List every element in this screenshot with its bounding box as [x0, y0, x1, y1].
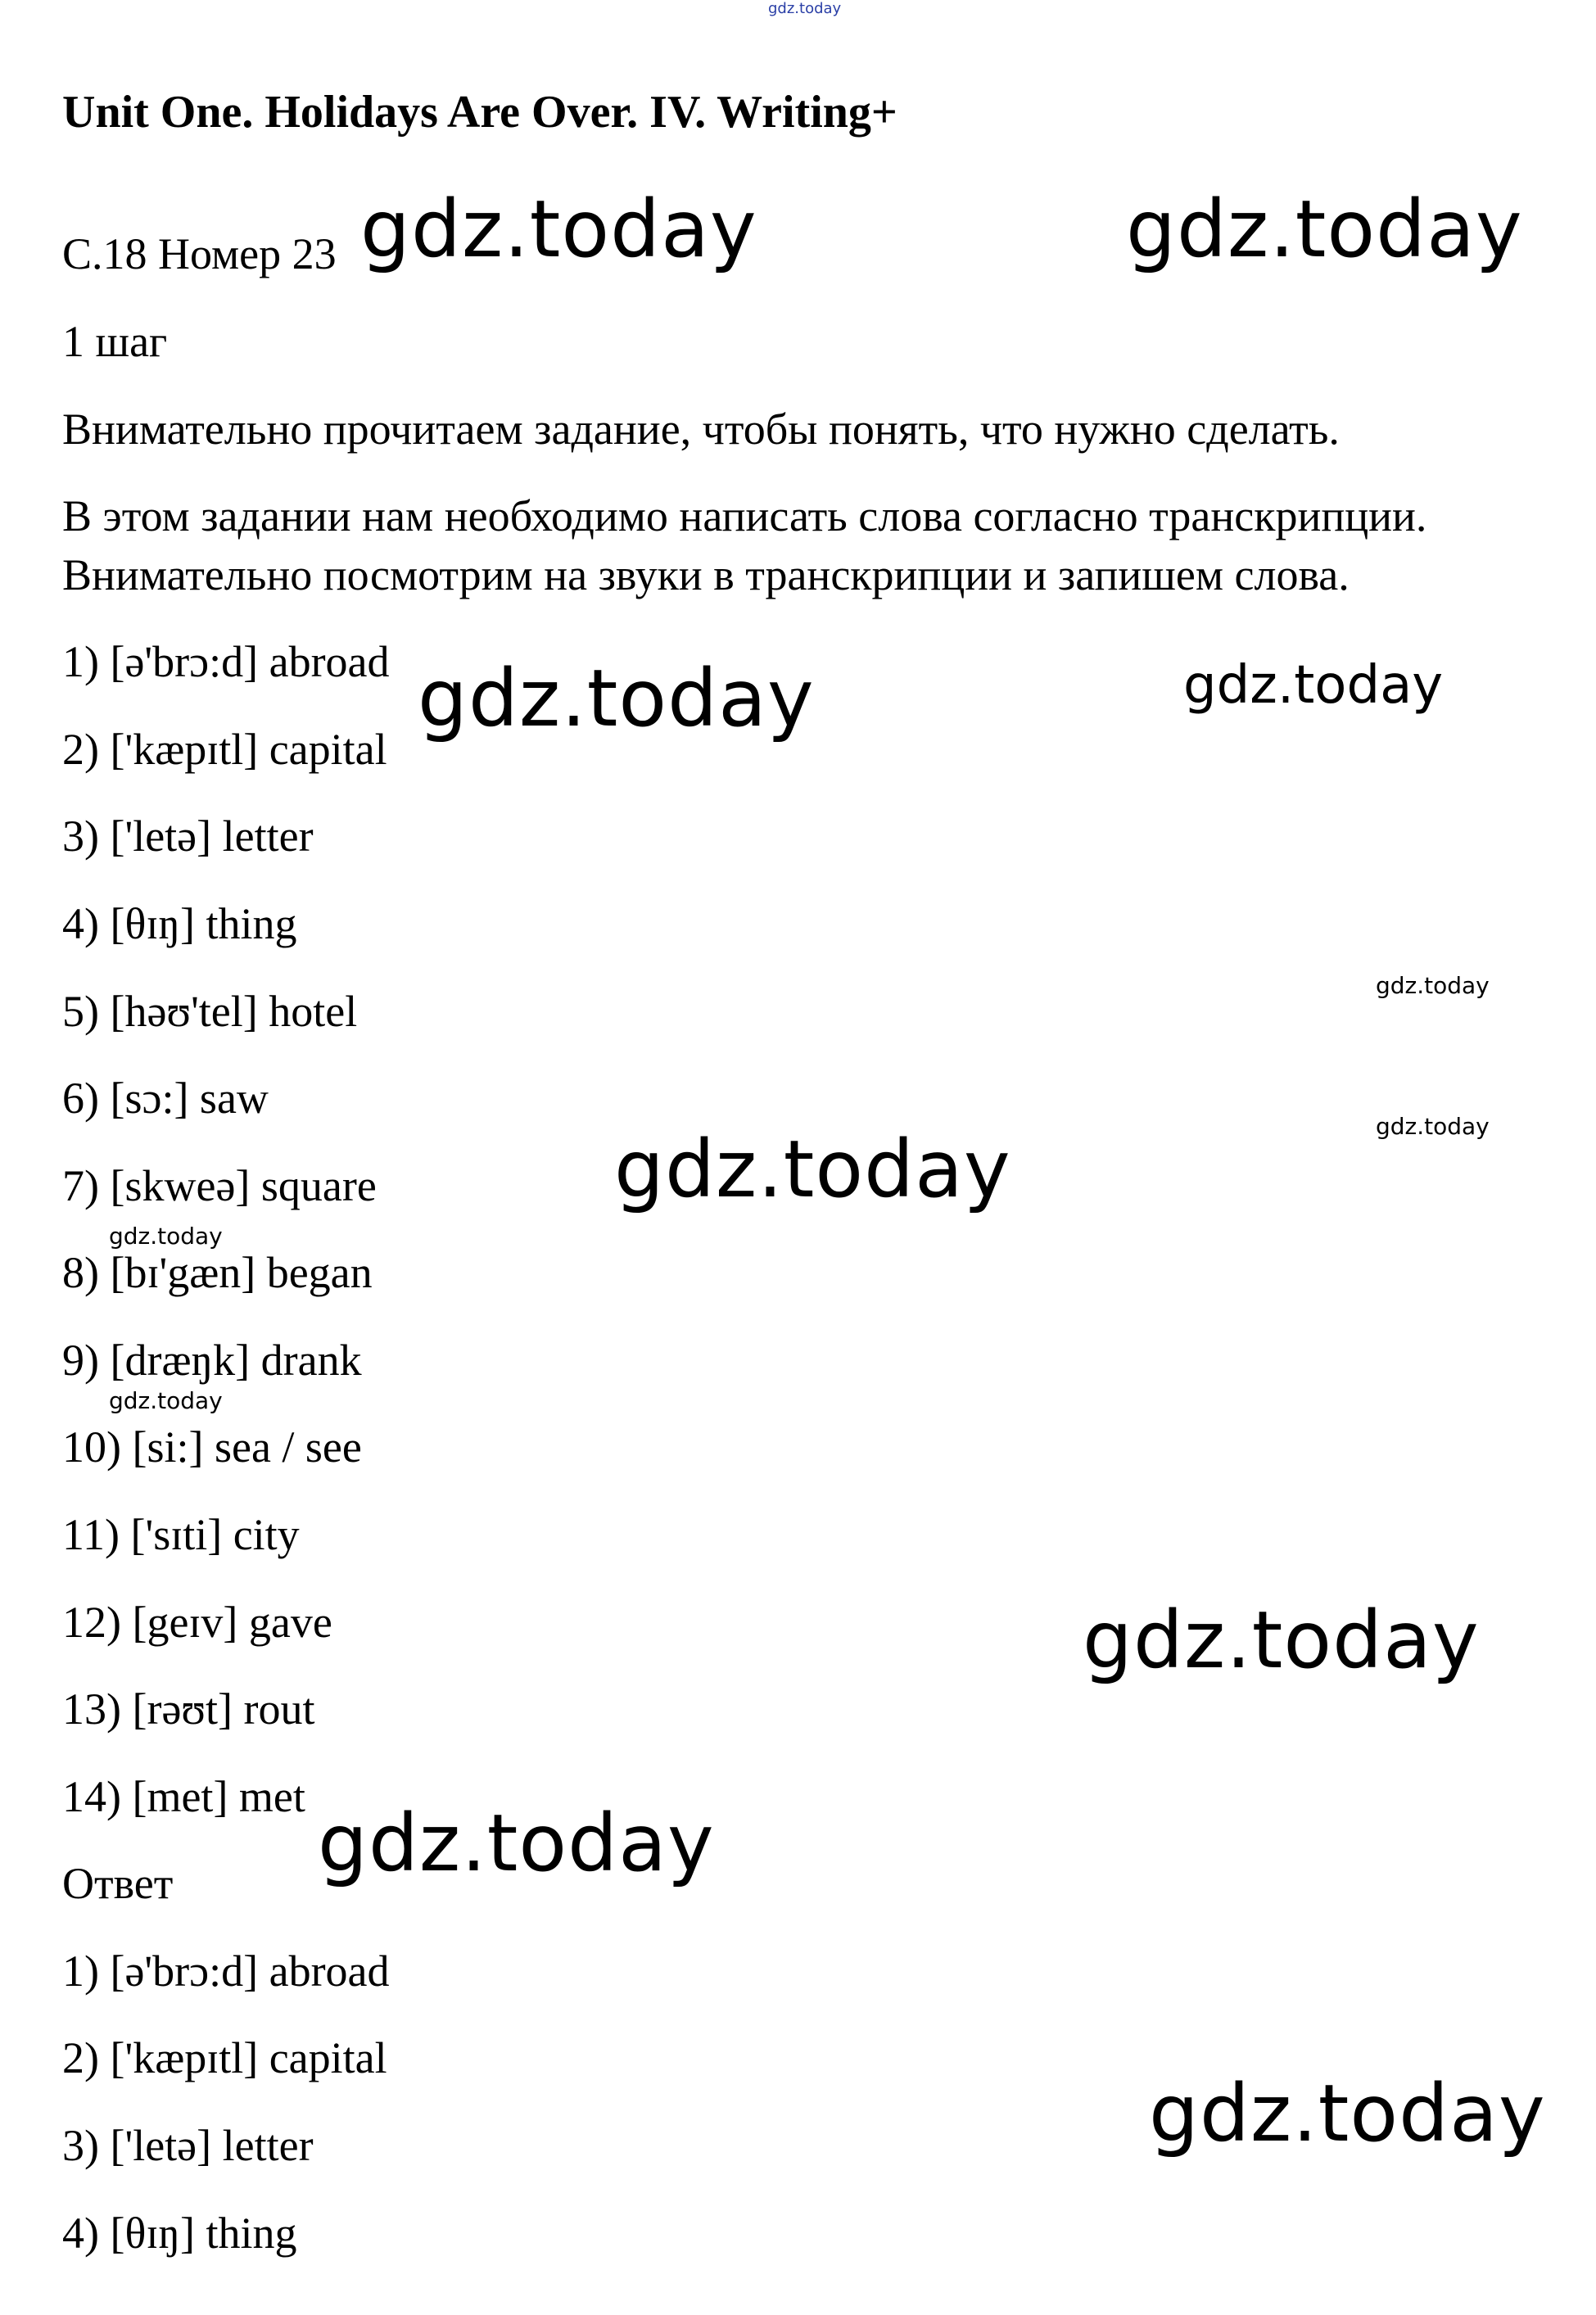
list-item: 5) [həʊ'tel] hotel	[62, 987, 358, 1036]
watermark: gdz.today	[1149, 2068, 1546, 2159]
list-item: 10) [si:] sea / see	[62, 1422, 362, 1472]
list-item: 12) [geɪv] gave	[62, 1598, 332, 1647]
list-item: 4) [θɪŋ] thing	[62, 899, 297, 948]
list-item: 3) ['letə] letter	[62, 812, 314, 861]
list-item: 14) [met] met	[62, 1772, 305, 1821]
intro-paragraph-3: Внимательно посмотрим на звуки в транскрипции и запишем слова.	[62, 550, 1350, 599]
list-item: 8) [bɪ'gæn] began	[62, 1248, 373, 1297]
page-reference: С.18 Номер 23	[62, 229, 337, 278]
answer-item: 3) ['letə] letter	[62, 2121, 314, 2170]
watermark: gdz.today	[1083, 1594, 1480, 1686]
watermark: gdz.today	[418, 653, 815, 744]
watermark: gdz.today	[1376, 972, 1490, 999]
watermark: gdz.today	[1183, 655, 1444, 716]
watermark: gdz.today	[1126, 183, 1523, 275]
list-item: 9) [dræŋk] drank	[62, 1336, 362, 1385]
answer-item: 2) ['kæpɪtl] capital	[62, 2033, 387, 2082]
watermark: gdz.today	[360, 183, 757, 275]
list-item: 13) [rəʊt] rout	[62, 1684, 315, 1734]
watermark: gdz.today	[768, 0, 842, 17]
answer-label: Ответ	[62, 1859, 174, 1908]
intro-paragraph-2: В этом задании нам необходимо написать слова согласно транскрипции.	[62, 491, 1427, 540]
watermark: gdz.today	[109, 1223, 223, 1250]
document-title: Unit One. Holidays Are Over. IV. Writing+	[62, 87, 897, 138]
list-item: 2) ['kæpɪtl] capital	[62, 725, 387, 774]
intro-paragraph-1: Внимательно прочитаем задание, чтобы понять, что нужно сделать.	[62, 405, 1340, 454]
answer-item: 4) [θɪŋ] thing	[62, 2209, 297, 2258]
watermark: gdz.today	[614, 1124, 1011, 1215]
list-item: 1) [ə'brɔ:d] abroad	[62, 637, 390, 686]
watermark: gdz.today	[109, 1387, 223, 1414]
watermark: gdz.today	[1376, 1113, 1490, 1140]
answer-item: 1) [ə'brɔ:d] abroad	[62, 1946, 390, 1996]
step-label: 1 шаг	[62, 317, 168, 366]
list-item: 7) [skweə] square	[62, 1161, 377, 1210]
watermark: gdz.today	[318, 1797, 715, 1889]
list-item: 11) ['sɪti] city	[62, 1510, 300, 1559]
list-item: 6) [sɔ:] saw	[62, 1074, 269, 1123]
